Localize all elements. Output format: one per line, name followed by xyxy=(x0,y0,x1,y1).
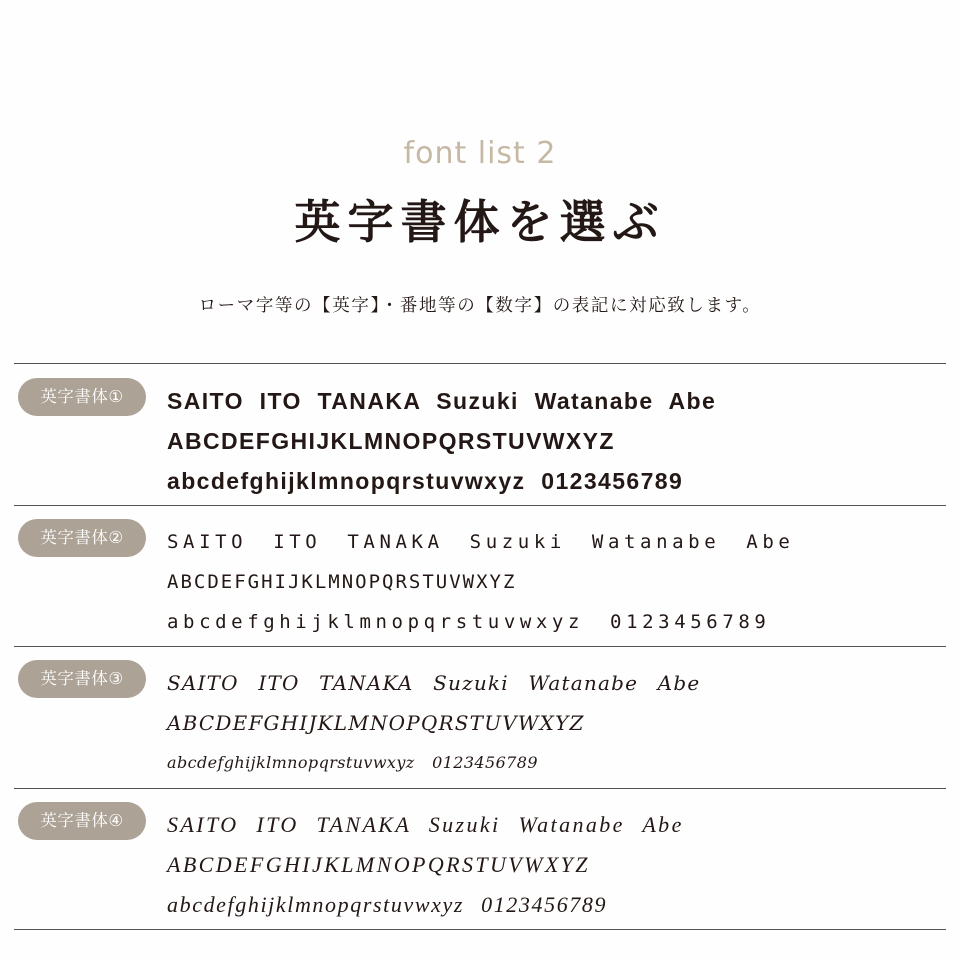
sample-uppercase: ABCDEFGHIJKLMNOPQRSTUVWXYZ xyxy=(167,711,585,735)
sample-uppercase: ABCDEFGHIJKLMNOPQRSTUVWXYZ xyxy=(167,852,590,877)
sample-names: SAITO ITO TANAKA Suzuki Watanabe Abe xyxy=(167,671,701,695)
font-sample-row-4 xyxy=(0,788,960,929)
page-title: 英字書体を選ぶ xyxy=(294,195,666,249)
divider xyxy=(14,929,946,930)
font-sample xyxy=(167,381,950,501)
section-subtitle: font list 2 xyxy=(403,136,557,171)
sample-lowercase-digits: abcdefghijklmnopqrstuvwxyz 0123456789 xyxy=(167,892,608,917)
sample-lowercase-digits: abcdefghijklmnopqrstuvwxyz 0123456789 xyxy=(167,611,771,633)
font-sample-row-1 xyxy=(0,364,960,505)
sample-names: SAITO ITO TANAKA Suzuki Watanabe Abe xyxy=(167,531,795,553)
sample-lowercase-digits: abcdefghijklmnopqrstuvwxyz 0123456789 xyxy=(167,753,538,772)
sample-names: SAITO ITO TANAKA Suzuki Watanabe Abe xyxy=(167,812,684,837)
font-sample-row-3 xyxy=(0,646,960,787)
sample-uppercase: ABCDEFGHIJKLMNOPQRSTUVWXYZ xyxy=(167,428,615,454)
sample-uppercase: ABCDEFGHIJKLMNOPQRSTUVWXYZ xyxy=(167,571,517,593)
font-sample xyxy=(167,663,950,783)
font-badge: 英字書体③ xyxy=(18,660,146,698)
font-sample-row-2 xyxy=(0,505,960,646)
sample-lowercase-digits: abcdefghijklmnopqrstuvwxyz 0123456789 xyxy=(167,468,684,494)
sample-names: SAITO ITO TANAKA Suzuki Watanabe Abe xyxy=(167,388,717,414)
font-badge: 英字書体② xyxy=(18,519,146,557)
font-badge: 英字書体① xyxy=(18,378,146,416)
font-sample xyxy=(167,805,950,925)
font-badge: 英字書体④ xyxy=(18,802,146,840)
font-sample xyxy=(167,522,950,642)
section-description: ローマ字等の【英字】・番地等の【数字】の表記に対応致します。 xyxy=(198,296,762,316)
